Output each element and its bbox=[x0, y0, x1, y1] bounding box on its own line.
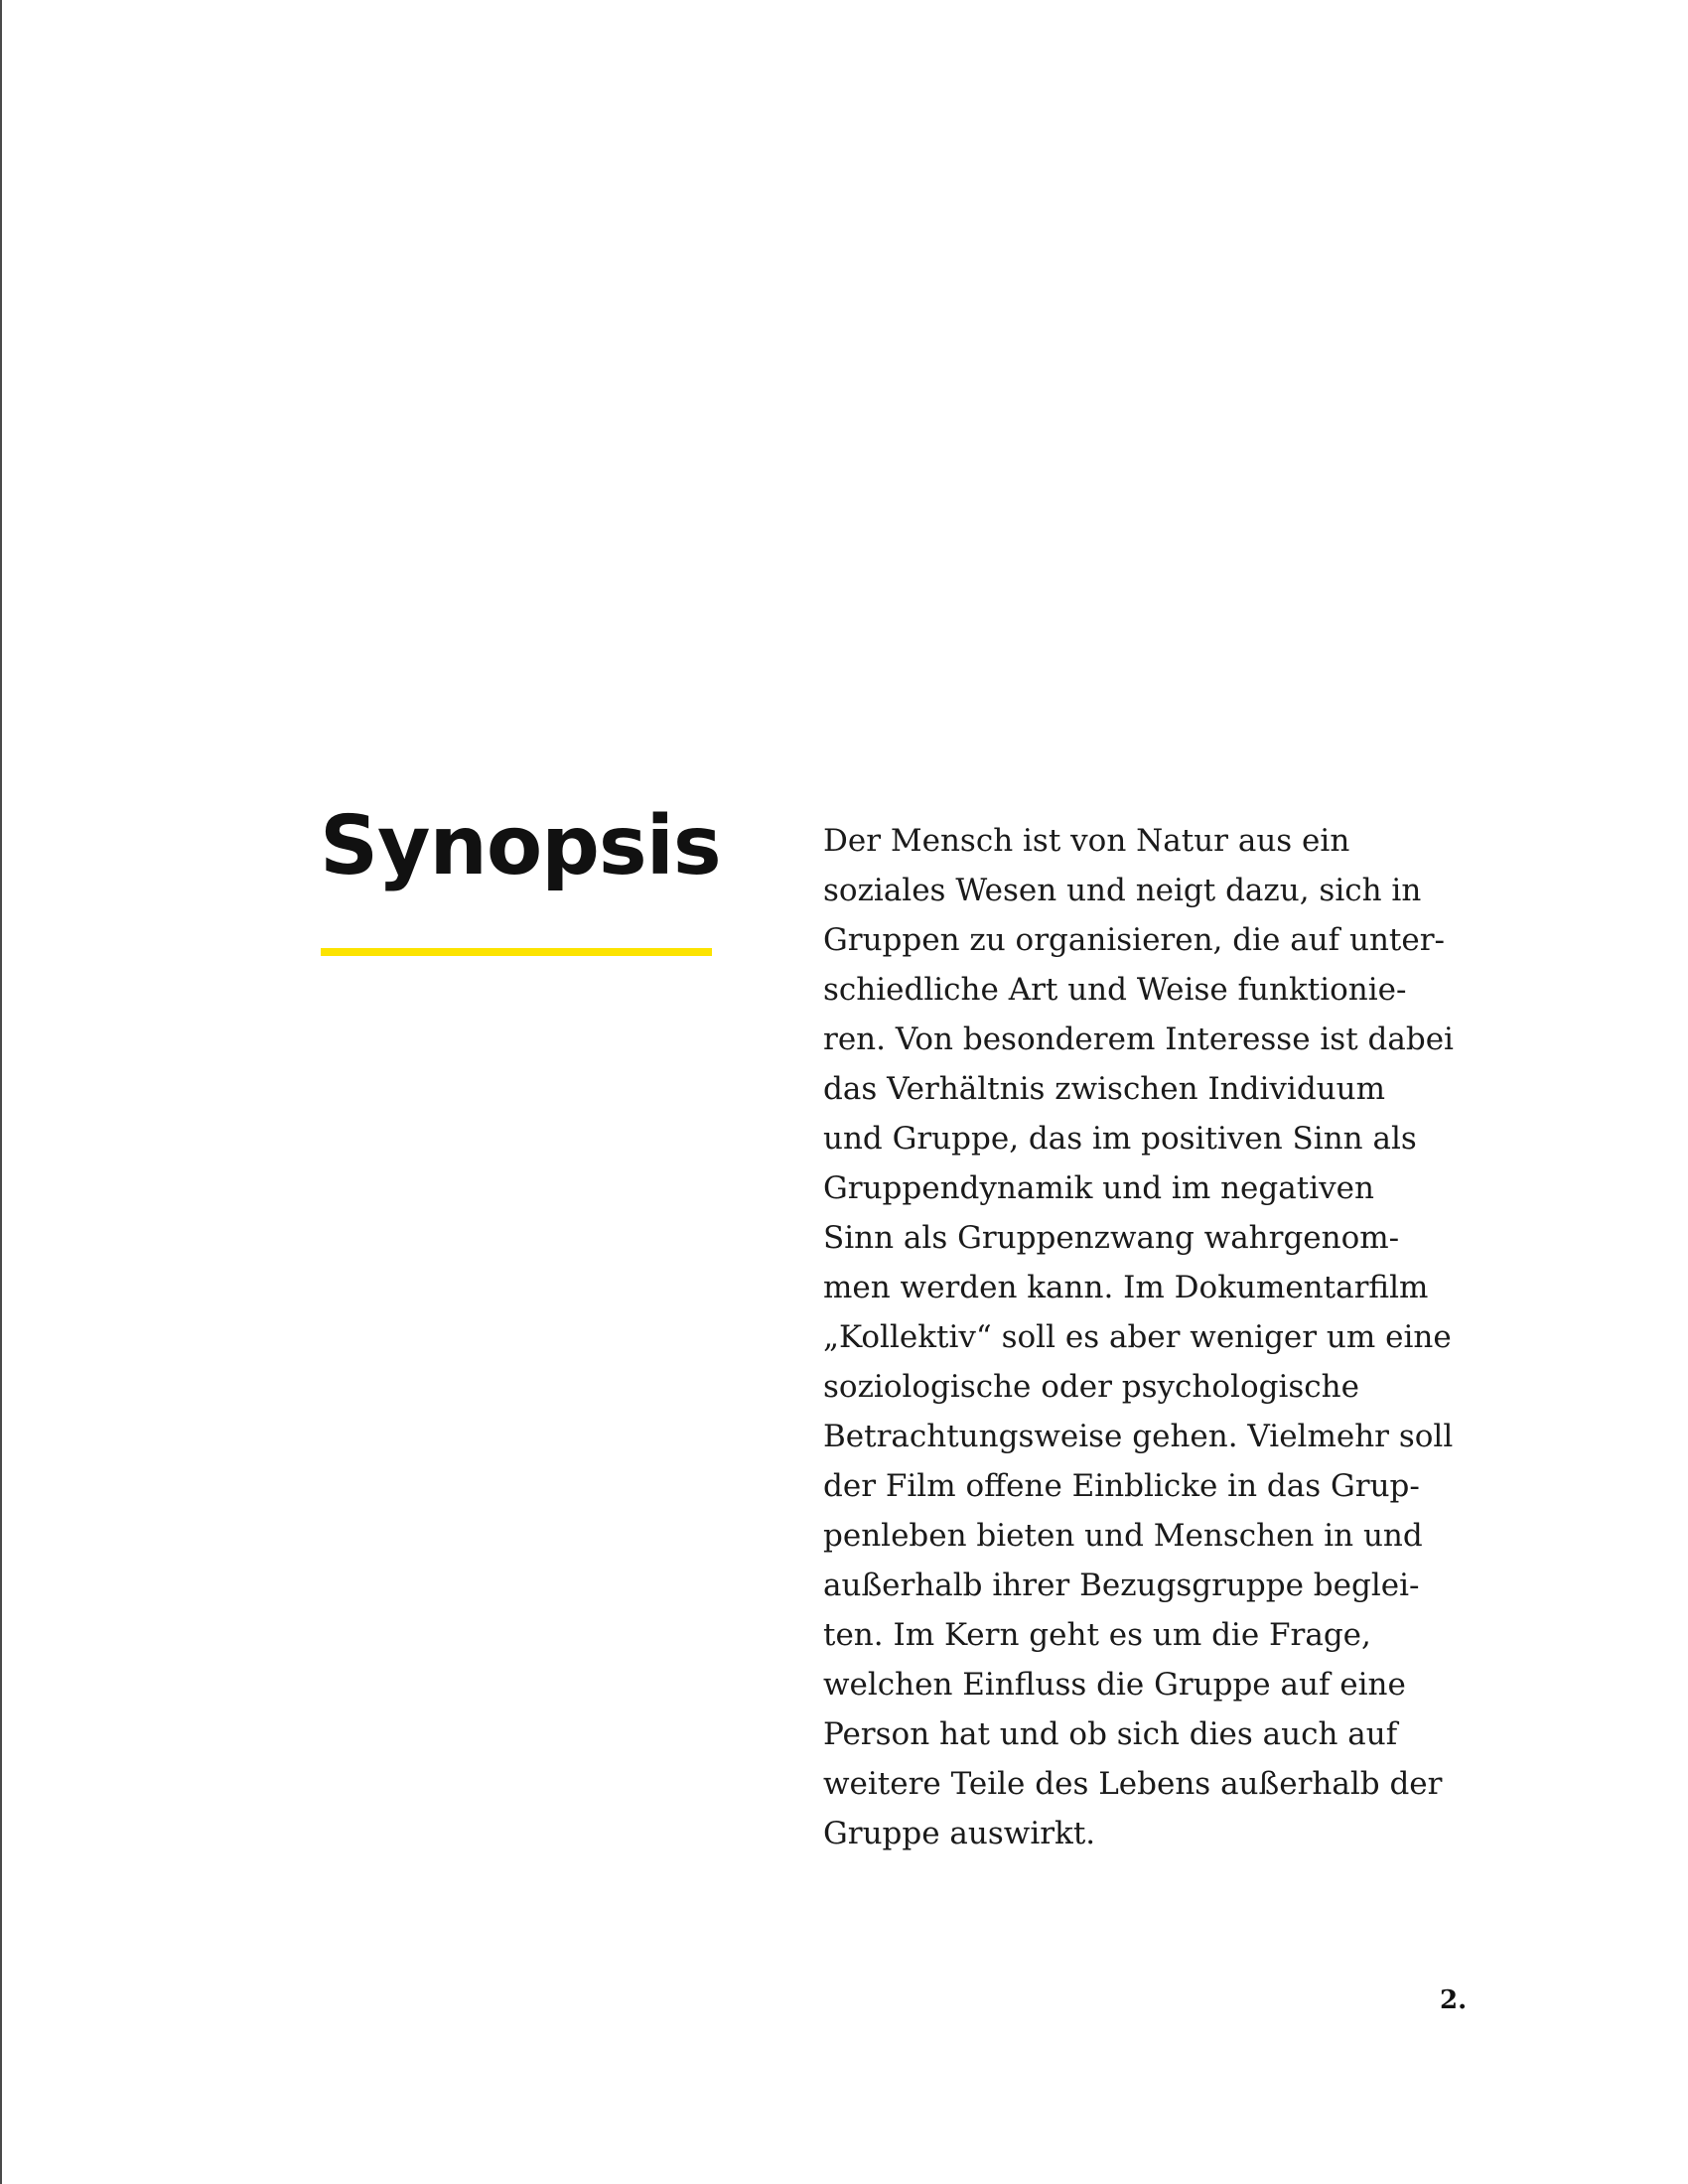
page-number: 2. bbox=[1440, 1985, 1468, 2015]
title-accent-underline bbox=[321, 948, 712, 956]
body-line: weitere Teile des Lebens außerhalb der bbox=[823, 1766, 1443, 1802]
body-line: außerhalb ihrer Bezugsgruppe beglei- bbox=[823, 1568, 1420, 1603]
body-line: ten. Im Kern geht es um die Frage, bbox=[823, 1617, 1371, 1653]
body-line: ren. Von besonderem Interesse ist dabei bbox=[823, 1022, 1454, 1057]
body-line: der Film offene Einblicke in das Grup- bbox=[823, 1468, 1420, 1504]
body-line: und Gruppe, das im positiven Sinn als bbox=[823, 1121, 1417, 1157]
synopsis-body bbox=[823, 816, 1454, 1858]
body-line: das Verhältnis zwischen Individuum bbox=[823, 1071, 1386, 1107]
body-line: Betrachtungsweise gehen. Vielmehr soll bbox=[823, 1419, 1454, 1454]
page-title: Synopsis bbox=[320, 799, 721, 893]
body-line: welchen Einfluss die Gruppe auf eine bbox=[823, 1667, 1406, 1703]
body-line: Gruppendynamik und im negativen bbox=[823, 1170, 1374, 1206]
body-line: soziales Wesen und neigt dazu, sich in bbox=[823, 873, 1422, 908]
body-line: „Kollektiv“ soll es aber weniger um eine bbox=[823, 1319, 1452, 1355]
body-line: Gruppen zu organisieren, die auf unter- bbox=[823, 922, 1446, 958]
page-edge-line bbox=[0, 0, 2, 2184]
body-line: men werden kann. Im Dokumentarfilm bbox=[823, 1270, 1429, 1305]
body-line: Der Mensch ist von Natur aus ein bbox=[823, 823, 1350, 859]
body-line: schiedliche Art und Weise funktionie- bbox=[823, 972, 1407, 1008]
body-line: soziologische oder psychologische bbox=[823, 1369, 1359, 1405]
body-line: penleben bieten und Menschen in und bbox=[823, 1518, 1423, 1554]
body-line: Sinn als Gruppenzwang wahrgenom- bbox=[823, 1220, 1400, 1256]
body-line: Person hat und ob sich dies auch auf bbox=[823, 1716, 1398, 1752]
body-line: Gruppe auswirkt. bbox=[823, 1816, 1096, 1851]
